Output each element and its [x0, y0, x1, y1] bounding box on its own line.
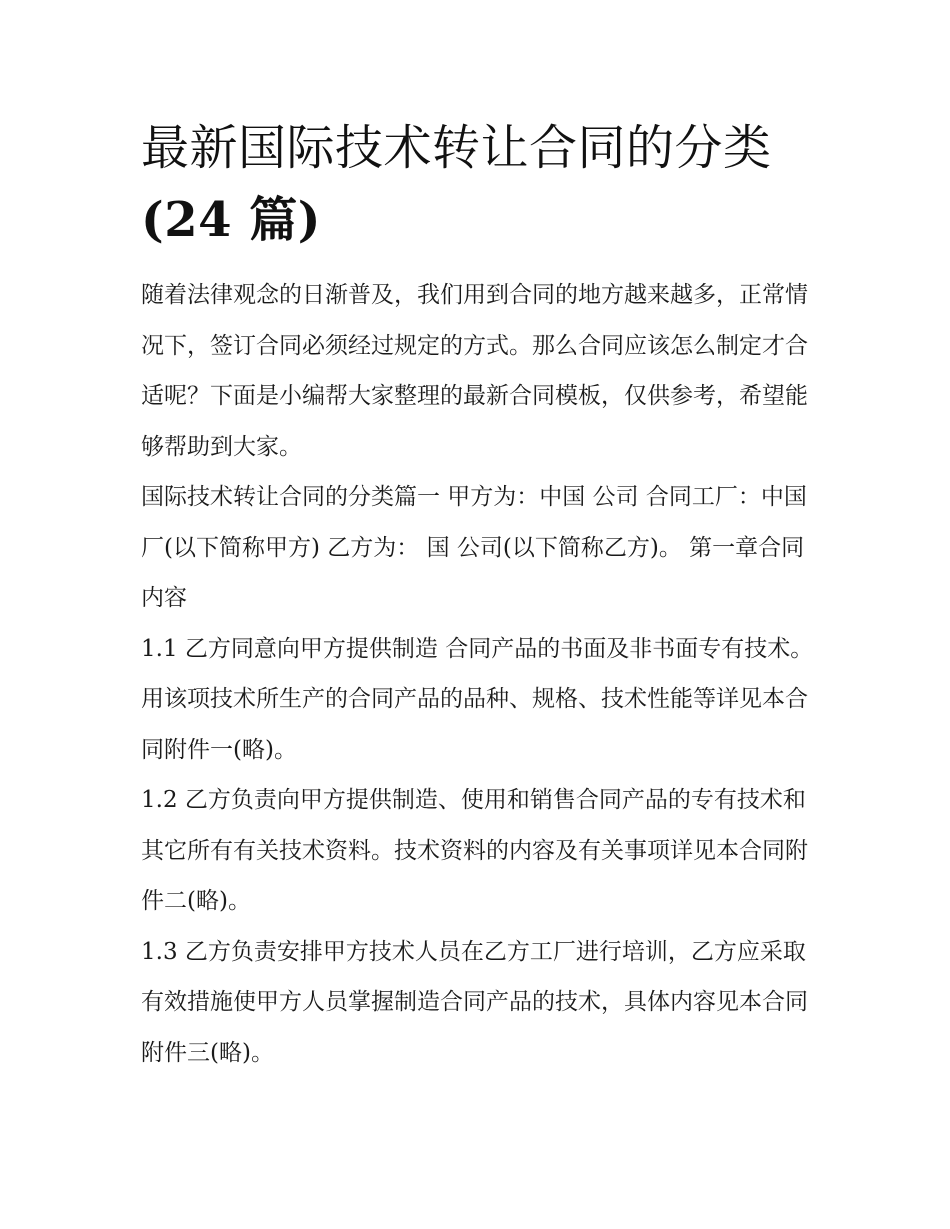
title-main: 最新国际技术转让合同的分类: [141, 120, 772, 176]
clause-1-3: 1.3 乙方负责安排甲方技术人员在乙方工厂进行培训，乙方应采取有效措施使甲方人员掌握制造合同产品的技术，具体内容见本合同附件三(略)。: [141, 938, 808, 1066]
title-count: (24 篇): [141, 192, 321, 248]
document-page: [141, 112, 817, 1078]
intro-paragraph: 随着法律观念的日渐普及，我们用到合同的地方越来越多，正常情况下，签订合同必须经过规定的方式。那么合同应该怎么制定才合适呢？下面是小编帮大家整理的最新合同模板，仅供参考，希望能够帮助到大家。: [141, 282, 808, 460]
document-title: [141, 112, 817, 256]
clause-1-2: 1.2 乙方负责向甲方提供制造、使用和销售合同产品的专有技术和其它所有有关技术资料。技术资料的内容及有关事项详见本合同附件二(略)。: [141, 787, 808, 914]
paragraph-contract-parties: 国际技术转让合同的分类篇一 甲方为：中国 公司 合同工厂：中国 厂(以下简称甲方) 乙方为： 国 公司(以下简称乙方)。 第一章合同内容: [141, 484, 807, 611]
clause-1-1: 1.1 乙方同意向甲方提供制造 合同产品的书面及非书面专有技术。用该项技术所生产的合同产品的品种、规格、技术性能等详见本合同附件一(略)。: [141, 635, 814, 763]
